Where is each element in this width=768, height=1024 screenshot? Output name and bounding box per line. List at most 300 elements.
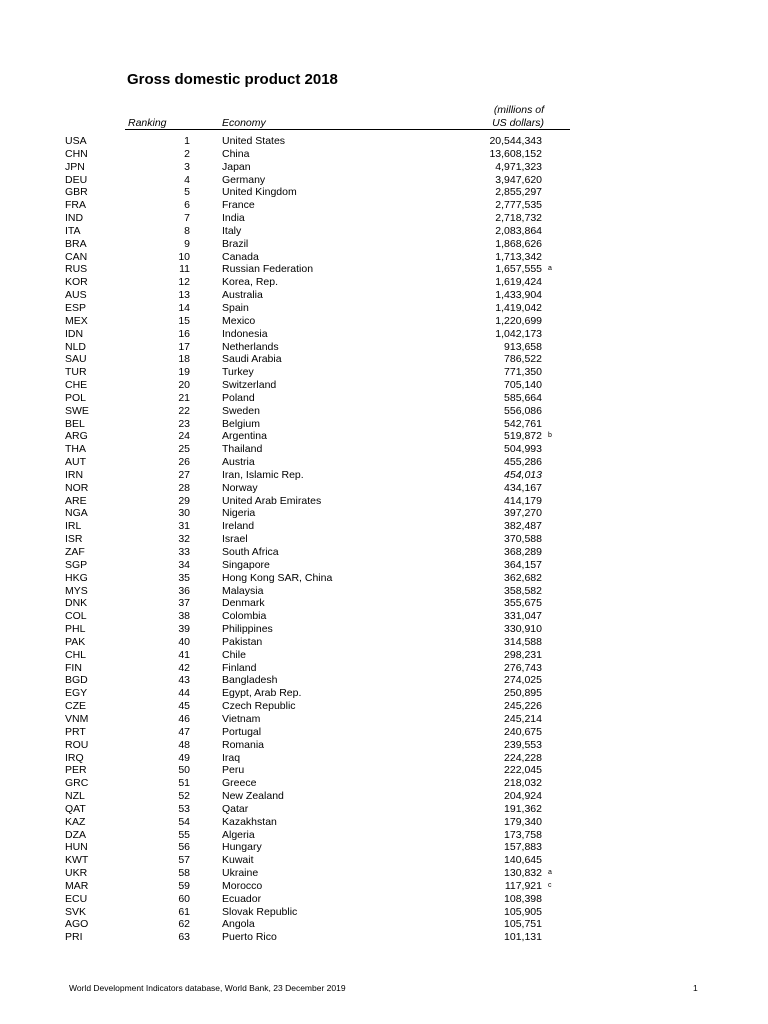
country-code: AUS (65, 289, 87, 302)
country-code: BGD (65, 674, 88, 687)
rank-cell: 17 (178, 340, 190, 353)
table-row (0, 610, 768, 623)
economy-cell: Peru (222, 764, 245, 777)
table-row (0, 649, 768, 662)
rank-cell: 3 (184, 160, 190, 173)
country-code: GBR (65, 186, 88, 199)
header-rule (125, 129, 570, 130)
country-code: IND (65, 212, 84, 225)
gdp-cell: 140,645 (504, 854, 542, 867)
economy-cell: Czech Republic (222, 700, 296, 713)
economy-cell: Portugal (222, 725, 262, 738)
economy-cell: Poland (222, 391, 255, 404)
rank-cell: 28 (178, 481, 190, 494)
table-row (0, 880, 768, 893)
gdp-cell: 504,993 (504, 443, 542, 456)
gdp-cell: 362,682 (504, 571, 542, 584)
economy-cell: Mexico (222, 314, 256, 327)
economy-cell: Chile (222, 648, 246, 661)
gdp-cell: 218,032 (504, 777, 542, 790)
footer-source: World Development Indicators database, World Bank, 23 December 2019 (69, 983, 346, 993)
gdp-cell: 224,228 (504, 751, 542, 764)
gdp-cell: 2,855,297 (495, 186, 542, 199)
country-code: AUT (65, 456, 86, 469)
column-header-economy: Economy (222, 117, 266, 129)
economy-cell: Netherlands (222, 340, 279, 353)
country-code: NLD (65, 340, 87, 353)
economy-cell: India (222, 212, 245, 225)
economy-cell: New Zealand (222, 790, 284, 803)
economy-cell: Iraq (222, 751, 241, 764)
table-row (0, 263, 768, 276)
economy-cell: Canada (222, 250, 259, 263)
economy-cell: United States (222, 135, 286, 147)
gdp-cell: 314,588 (504, 635, 542, 648)
rank-cell: 55 (178, 828, 190, 841)
country-code: CAN (65, 250, 88, 263)
table-row (0, 135, 768, 148)
economy-cell: Puerto Rico (222, 931, 277, 944)
economy-cell: Pakistan (222, 635, 263, 648)
column-header-gdp-line1: (millions of (493, 104, 544, 116)
country-code: POL (65, 391, 87, 404)
rank-cell: 2 (184, 147, 190, 160)
economy-cell: Sweden (222, 404, 260, 417)
rank-cell: 45 (178, 700, 190, 713)
table-row (0, 533, 768, 546)
economy-cell: Egypt, Arab Rep. (222, 687, 302, 700)
table-row (0, 546, 768, 559)
economy-cell: Vietnam (222, 712, 261, 725)
gdp-cell: 368,289 (504, 546, 542, 558)
footnote-marker: a (548, 265, 552, 273)
economy-cell: Ecuador (222, 892, 262, 905)
gdp-cell: 2,777,535 (495, 199, 542, 212)
economy-cell: China (222, 147, 250, 160)
table-row (0, 893, 768, 906)
gdp-cell: 556,086 (504, 404, 542, 417)
rank-cell: 50 (178, 764, 190, 777)
country-code: SAU (65, 353, 87, 366)
economy-cell: Belgium (222, 417, 260, 430)
rank-cell: 35 (178, 571, 190, 584)
table-row (0, 520, 768, 533)
country-code: PRT (65, 725, 86, 738)
table-row (0, 636, 768, 649)
country-code: PAK (65, 635, 86, 648)
economy-cell: Japan (222, 160, 251, 173)
gdp-cell: 397,270 (504, 507, 542, 520)
country-code: MAR (65, 879, 89, 892)
country-code: ZAF (65, 546, 85, 558)
table-row (0, 186, 768, 199)
gdp-cell: 358,582 (504, 584, 542, 597)
table-row (0, 341, 768, 354)
column-header-gdp-line2: US dollars) (492, 117, 544, 129)
country-code: SWE (65, 404, 89, 417)
gdp-cell: 331,047 (504, 610, 542, 623)
gdp-cell: 3,947,620 (495, 173, 542, 186)
table-row (0, 752, 768, 765)
rank-cell: 53 (178, 802, 190, 815)
gdp-cell: 117,921 (504, 879, 542, 892)
country-code: ISR (65, 533, 83, 546)
gdp-cell: 105,751 (504, 918, 542, 931)
rank-cell: 39 (178, 623, 190, 636)
rank-cell: 36 (178, 584, 190, 597)
gdp-cell: 245,226 (504, 700, 542, 713)
gdp-cell: 370,588 (504, 533, 542, 546)
country-code: IDN (65, 327, 84, 340)
rank-cell: 20 (178, 379, 190, 392)
gdp-cell: 239,553 (504, 738, 542, 751)
country-code: AGO (65, 918, 89, 931)
table-row (0, 212, 768, 225)
gdp-cell: 585,664 (504, 391, 542, 404)
table-row (0, 739, 768, 752)
rank-cell: 44 (178, 687, 190, 700)
country-code: VNM (65, 712, 89, 725)
footnote-marker: c (548, 881, 552, 889)
table-row (0, 662, 768, 675)
column-header-gdp (470, 104, 544, 130)
economy-cell: Argentina (222, 430, 267, 443)
rank-cell: 31 (178, 520, 190, 533)
rank-cell: 58 (178, 867, 190, 880)
footnote-marker: b (548, 432, 552, 440)
table-row (0, 315, 768, 328)
country-code: CZE (65, 700, 86, 713)
rank-cell: 56 (178, 841, 190, 854)
gdp-cell: 542,761 (504, 417, 542, 430)
gdp-cell: 204,924 (504, 790, 542, 803)
rank-cell: 41 (178, 648, 190, 661)
country-code: MEX (65, 314, 88, 327)
country-code: NOR (65, 481, 89, 494)
country-code: UKR (65, 867, 88, 880)
rank-cell: 27 (178, 468, 190, 481)
gdp-cell: 105,905 (504, 905, 542, 918)
gdp-cell: 1,657,555 (495, 263, 542, 276)
table-row (0, 276, 768, 289)
economy-cell: Brazil (222, 237, 249, 250)
country-code: PRI (65, 931, 83, 944)
country-code: JPN (65, 160, 85, 173)
gdp-cell: 157,883 (504, 841, 542, 854)
gdp-cell: 913,658 (504, 340, 542, 353)
table-row (0, 790, 768, 803)
table-row (0, 918, 768, 931)
table-row (0, 764, 768, 777)
rank-cell: 10 (178, 250, 190, 263)
economy-cell: Hungary (222, 841, 262, 854)
gdp-cell: 298,231 (504, 648, 542, 661)
economy-cell: Qatar (222, 802, 249, 815)
country-code: CHN (65, 147, 88, 160)
rank-cell: 40 (178, 635, 190, 648)
rank-cell: 34 (178, 558, 190, 571)
table-row (0, 867, 768, 880)
gdp-cell: 108,398 (504, 892, 542, 905)
gdp-cell: 222,045 (504, 764, 542, 777)
gdp-cell: 1,713,342 (495, 250, 542, 263)
economy-cell: Thailand (222, 443, 263, 456)
gdp-table (0, 135, 768, 944)
country-code: ECU (65, 892, 88, 905)
rank-cell: 47 (178, 725, 190, 738)
rank-cell: 7 (184, 212, 190, 225)
economy-cell: Israel (222, 533, 248, 546)
rank-cell: 16 (178, 327, 190, 340)
rank-cell: 5 (184, 186, 190, 199)
economy-cell: Spain (222, 301, 249, 314)
country-code: MYS (65, 584, 88, 597)
gdp-cell: 101,131 (504, 931, 542, 944)
economy-cell: Austria (222, 456, 255, 469)
table-row (0, 674, 768, 687)
country-code: FRA (65, 199, 86, 212)
country-code: DNK (65, 597, 88, 610)
economy-cell: Indonesia (222, 327, 268, 340)
gdp-cell: 1,419,042 (495, 301, 542, 314)
rank-cell: 19 (178, 366, 190, 379)
footnote-marker: a (548, 869, 552, 877)
country-code: COL (65, 610, 87, 623)
rank-cell: 26 (178, 456, 190, 469)
gdp-cell: 330,910 (504, 623, 542, 636)
gdp-cell: 364,157 (504, 558, 542, 571)
gdp-cell: 771,350 (504, 366, 542, 379)
rank-cell: 62 (178, 918, 190, 931)
country-code: NGA (65, 507, 88, 520)
economy-cell: United Kingdom (222, 186, 297, 199)
table-row (0, 726, 768, 739)
economy-cell: Turkey (222, 366, 254, 379)
rank-cell: 38 (178, 610, 190, 623)
table-row (0, 379, 768, 392)
rank-cell: 57 (178, 854, 190, 867)
economy-cell: Philippines (222, 623, 273, 636)
economy-cell: Ireland (222, 520, 255, 533)
rank-cell: 22 (178, 404, 190, 417)
gdp-cell: 414,179 (504, 494, 542, 507)
table-row (0, 161, 768, 174)
gdp-cell: 274,025 (504, 674, 542, 687)
table-row (0, 366, 768, 379)
country-code: DEU (65, 173, 88, 186)
gdp-cell: 1,433,904 (495, 289, 542, 302)
economy-cell: South Africa (222, 546, 279, 558)
rank-cell: 52 (178, 790, 190, 803)
economy-cell: Greece (222, 777, 257, 790)
country-code: KAZ (65, 815, 86, 828)
rank-cell: 8 (184, 224, 190, 237)
country-code: THA (65, 443, 86, 456)
table-row (0, 405, 768, 418)
gdp-cell: 245,214 (504, 712, 542, 725)
economy-cell: Switzerland (222, 379, 277, 392)
country-code: IRQ (65, 751, 84, 764)
economy-cell: Romania (222, 738, 265, 751)
gdp-cell: 705,140 (504, 379, 542, 392)
rank-cell: 18 (178, 353, 190, 366)
table-row (0, 597, 768, 610)
rank-cell: 32 (178, 533, 190, 546)
gdp-cell: 519,872 (504, 430, 542, 443)
table-row (0, 777, 768, 790)
economy-cell: Hong Kong SAR, China (222, 571, 333, 584)
table-row (0, 572, 768, 585)
table-row (0, 816, 768, 829)
table-row (0, 238, 768, 251)
rank-cell: 13 (178, 289, 190, 302)
table-row (0, 803, 768, 816)
economy-cell: Angola (222, 918, 255, 931)
rank-cell: 42 (178, 661, 190, 674)
gdp-cell: 179,340 (504, 815, 542, 828)
gdp-cell: 355,675 (504, 597, 542, 610)
rank-cell: 21 (178, 391, 190, 404)
economy-cell: Australia (222, 289, 263, 302)
rank-cell: 48 (178, 738, 190, 751)
economy-cell: Norway (222, 481, 258, 494)
country-code: ESP (65, 301, 87, 314)
economy-cell: Finland (222, 661, 257, 674)
country-code: HKG (65, 571, 88, 584)
country-code: GRC (65, 777, 89, 790)
table-row (0, 841, 768, 854)
gdp-cell: 191,362 (504, 802, 542, 815)
country-code: IRL (65, 520, 82, 533)
rank-cell: 54 (178, 815, 190, 828)
country-code: SVK (65, 905, 87, 918)
rank-cell: 49 (178, 751, 190, 764)
economy-cell: Iran, Islamic Rep. (222, 468, 304, 481)
table-row (0, 687, 768, 700)
economy-cell: Bangladesh (222, 674, 278, 687)
rank-cell: 30 (178, 507, 190, 520)
country-code: SGP (65, 558, 88, 571)
rank-cell: 23 (178, 417, 190, 430)
country-code: USA (65, 135, 87, 147)
gdp-cell: 1,042,173 (495, 327, 542, 340)
country-code: TUR (65, 366, 87, 379)
economy-cell: Malaysia (222, 584, 264, 597)
economy-cell: United Arab Emirates (222, 494, 322, 507)
table-row (0, 713, 768, 726)
country-code: DZA (65, 828, 86, 841)
rank-cell: 6 (184, 199, 190, 212)
table-row (0, 174, 768, 187)
rank-cell: 43 (178, 674, 190, 687)
gdp-cell: 1,220,699 (495, 314, 542, 327)
rank-cell: 9 (184, 237, 190, 250)
rank-cell: 51 (178, 777, 190, 790)
economy-cell: Denmark (222, 597, 265, 610)
table-row (0, 199, 768, 212)
country-code: IRN (65, 468, 84, 481)
economy-cell: France (222, 199, 255, 212)
country-code: PHL (65, 623, 86, 636)
gdp-cell: 13,608,152 (489, 147, 542, 160)
rank-cell: 33 (178, 546, 190, 558)
gdp-cell: 455,286 (504, 456, 542, 469)
country-code: RUS (65, 263, 88, 276)
table-row (0, 931, 768, 944)
rank-cell: 37 (178, 597, 190, 610)
rank-cell: 12 (178, 276, 190, 289)
economy-cell: Korea, Rep. (222, 276, 279, 289)
rank-cell: 29 (178, 494, 190, 507)
page-title: Gross domestic product 2018 (127, 71, 338, 88)
rank-cell: 63 (178, 931, 190, 944)
table-row (0, 585, 768, 598)
table-row (0, 418, 768, 431)
gdp-cell: 4,971,323 (495, 160, 542, 173)
table-row (0, 353, 768, 366)
country-code: NZL (65, 790, 85, 803)
economy-cell: Kazakhstan (222, 815, 277, 828)
economy-cell: Kuwait (222, 854, 254, 867)
rank-cell: 60 (178, 892, 190, 905)
country-code: EGY (65, 687, 88, 700)
economy-cell: Algeria (222, 828, 255, 841)
table-row (0, 302, 768, 315)
economy-cell: Slovak Republic (222, 905, 298, 918)
country-code: KOR (65, 276, 88, 289)
table-row (0, 559, 768, 572)
gdp-cell: 20,544,343 (489, 135, 542, 147)
rank-cell: 14 (178, 301, 190, 314)
country-code: HUN (65, 841, 88, 854)
gdp-cell: 434,167 (504, 481, 542, 494)
gdp-cell: 786,522 (504, 353, 542, 366)
table-row (0, 482, 768, 495)
gdp-cell: 382,487 (504, 520, 542, 533)
gdp-cell: 1,619,424 (495, 276, 542, 289)
gdp-cell: 2,718,732 (495, 212, 542, 225)
economy-cell: Saudi Arabia (222, 353, 282, 366)
country-code: ITA (65, 224, 81, 237)
page-number: 1 (693, 983, 698, 993)
table-row (0, 148, 768, 161)
column-header-ranking: Ranking (128, 117, 167, 129)
rank-cell: 61 (178, 905, 190, 918)
table-row (0, 507, 768, 520)
economy-cell: Colombia (222, 610, 267, 623)
economy-cell: Italy (222, 224, 242, 237)
rank-cell: 46 (178, 712, 190, 725)
economy-cell: Singapore (222, 558, 270, 571)
table-row (0, 829, 768, 842)
rank-cell: 1 (184, 135, 190, 147)
economy-cell: Morocco (222, 879, 263, 892)
table-row (0, 906, 768, 919)
table-row (0, 392, 768, 405)
table-row (0, 623, 768, 636)
country-code: KWT (65, 854, 89, 867)
rank-cell: 4 (184, 173, 190, 186)
table-row (0, 495, 768, 508)
country-code: CHE (65, 379, 88, 392)
rank-cell: 11 (179, 263, 190, 276)
gdp-cell: 2,083,864 (495, 224, 542, 237)
table-row (0, 700, 768, 713)
country-code: PER (65, 764, 87, 777)
rank-cell: 24 (178, 430, 190, 443)
table-row (0, 289, 768, 302)
country-code: FIN (65, 661, 82, 674)
